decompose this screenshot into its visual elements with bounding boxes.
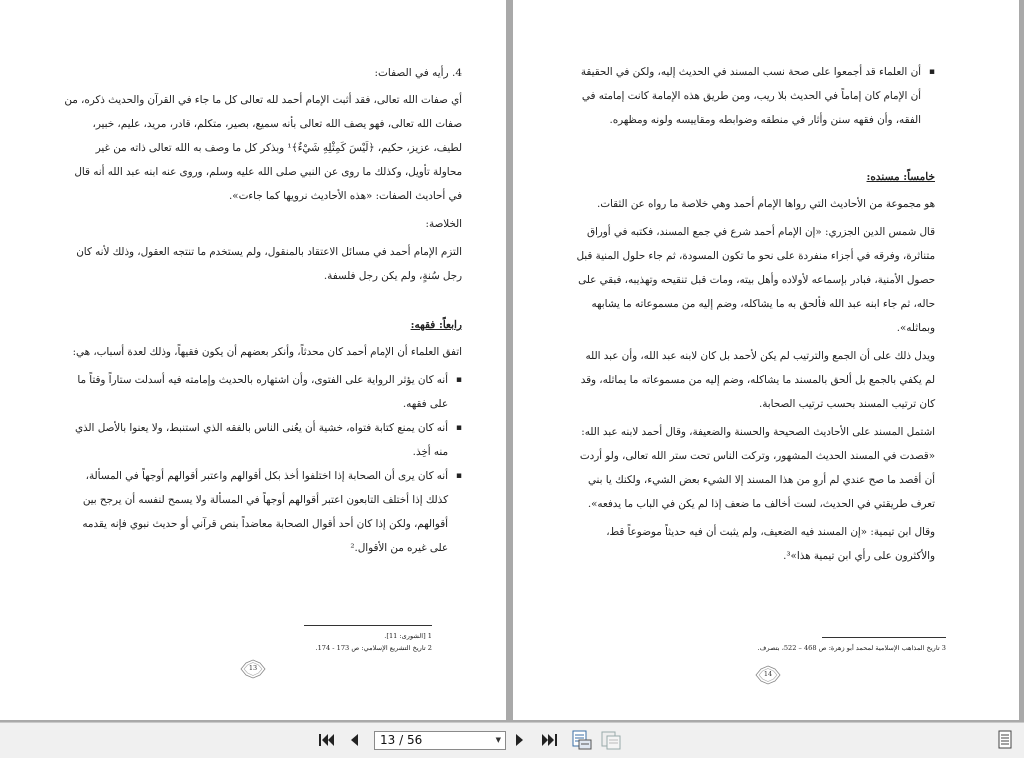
summary-paragraph: التزم الإمام أحمد في مسائل الاعتقاد بالمنقول، ولم يستخدم ما تنتجه العقول، وذلك لأنه كان رجل سُنةٍ، ولم يكن رجل فلسفة. — [76, 246, 462, 282]
footnote-separator — [304, 625, 432, 626]
page-14 — [513, 0, 1019, 720]
summary-heading: الخلاصة: — [425, 218, 462, 230]
paragraph-5: وقال ابن تيمية: «إن المسند فيه الضعيف، ولم يثبت أن فيه حديثاً موضوعاً قط، والأكثرون على رأي ابن تيمية هذا»³. — [606, 526, 935, 562]
paragraph-4: اشتمل المسند على الأحاديث الصحيحة والحسنة والضعيفة، وقال أحمد لابنه عبد الله: «قصدت في المسند الحديث المشهور، وتركت الناس تحت ستر الله تعالى، ولو أردت أن أقصد ما صح عندي لم أروِ من هذا المسند إلا الشيء بعض الشيء، ولكنك يا بني تعرف طريقتي في الحديث، لست أخالف ما ضعف إذا لم يكن في الباب ما يدفعه». — [579, 426, 935, 510]
first-page-button[interactable] — [318, 732, 336, 748]
intro-list — [575, 60, 935, 132]
page-13 — [0, 0, 506, 720]
chevron-down-icon: ▼ — [495, 736, 501, 744]
footnote-3: 3 تاريخ المذاهب الإسلامية لمحمد أبو زهرة: ص 468 – 522، بتصرف. — [757, 644, 946, 652]
last-page-button[interactable] — [540, 732, 558, 748]
musnad-heading-text: خامساً: مسنده: — [866, 171, 935, 183]
single-page-view-icon — [571, 730, 593, 750]
previous-page-button[interactable] — [348, 732, 360, 748]
single-page-view-button[interactable] — [571, 730, 593, 746]
page-indicator: 13 / 56 — [380, 733, 423, 747]
paragraph-3: ويدل ذلك على أن الجمع والترتيب لم يكن لأحمد بل كان لابنه عبد الله، وأن عبد الله لم يكفي بالجمع بل ألحق بالمسند ما يشاكله، وضم إليه من مسموعاته ما يماثله، وقد كان ترتيب المسند بحسب ترتيب الصحابة. — [580, 350, 935, 410]
navigation-toolbar — [0, 722, 1024, 758]
page-number: 14 — [763, 670, 773, 678]
section-heading-attributes: 4. رأيه في الصفات: — [374, 67, 462, 79]
footnote-1: 1 [الشورى: 11]. — [384, 632, 432, 640]
page-number-ornament — [755, 665, 781, 685]
first-page-icon — [318, 732, 336, 748]
page-number-ornament — [240, 659, 266, 679]
fiqh-heading-text: رابعاً: فقهه: — [410, 319, 462, 331]
list-item: ▪ أنه كان يمنع كتابة فتواه، خشية أن يعُنى الناس بالفقه الذي استنبط، ولا يعنوا بالأصل الذي منه أخِذ. — [64, 416, 462, 464]
next-page-icon — [514, 732, 526, 748]
paragraph-1: هو مجموعة من الأحاديث التي رواها الإمام أحمد وهي خلاصة ما رواه عن الثقات. — [597, 198, 935, 210]
paragraph-fiqh: اتفق العلماء أن الإمام أحمد كان محدثاً، وأنكر بعضهم أن يكون فقيهاً، وذلك لعدة أسباب، هي: — [72, 346, 462, 358]
list-item: ▪ أنه كان يرى أن الصحابة إذا اختلفوا أخذ بكل أقوالهم واعتبر أقوالهم أوجهاً في المسألة، كذلك إذا أختلف التابعون اعتبر أقوالهم أوجهاً في المسألة ولا يسمح لنفسه أن يرجح بين أقوالهم، ولكن إذا كان أحد أقوال الصحابة معاضداً بنص قرآني أو حديث نبوي فإنه يقدمه على غيره من الأقوال.² — [64, 464, 462, 560]
reasons-list — [64, 368, 462, 560]
last-page-icon — [540, 732, 558, 748]
footnote-2: 2 تاريخ التشريع الإسلامي: ص 173 - 174. — [315, 644, 432, 652]
page-number: 13 — [248, 664, 258, 672]
section-heading-musnad — [575, 166, 935, 188]
page-number-select[interactable] — [374, 731, 506, 750]
two-page-view-icon — [600, 730, 622, 750]
menu-button[interactable] — [998, 730, 1012, 746]
next-page-button[interactable] — [514, 732, 526, 748]
menu-icon — [998, 730, 1012, 750]
list-item: ▪ أنه كان يؤثر الرواية على الفتوى، وأن اشتهاره بالحديث وإمامته فيه أسدلت ستاراً وقتاً ما على فقهه. — [64, 368, 462, 416]
list-item: ▪ أن العلماء قد أجمعوا على صحة نسب المسند في الحديث إليه، ولكن في الحقيقة أن الإمام كان إماماً في الحديث بلا ريب، ومن طريق هذه الإمامة كانت إمامته في الفقه، وأن فقهه سنن وأثار في منطقه وضوابطه ومقاييسه ولونه ومظهره. — [575, 60, 935, 132]
section-heading-fiqh — [64, 314, 462, 336]
paragraph-2: قال شمس الدين الجزري: «إن الإمام أحمد شرع في جمع المسند، فكتبه في أوراق متناثرة، وفرقه في أجزاء منفردة على نحو ما تكون المسودة، ثم جاء حلول المنية قبل حصول الأمنية، فبادر بإسماعه لأولاده وأهل بيته، ومات قبل تنقيحه وتهذيبه، فبقي على حاله، ثم جاء ابنه عبد الله فألحق به ما يشاكله، وضم إليه من مسموعاته ما يشابهه وبماثله». — [576, 226, 935, 334]
footnote-separator — [822, 637, 946, 638]
previous-page-icon — [348, 732, 360, 748]
two-page-view-button[interactable] — [600, 730, 622, 746]
paragraph-attributes: أي صفات الله تعالى، فقد أثبت الإمام أحمد لله تعالى كل ما جاء في القرآن والحديث ذكره، من صفات الله تعالى، فهو يصف الله تعالى بأنه سميع، بصير، متكلم، قادر، مريد، عليم، خبير، لطيف، عزيز، حكيم، ﴿لَيْسَ كَمِثْلِهِ شَيْءٌ﴾¹ وبذكر كل ما وصف به الله تعالى ذاته من غير محاولة تأويل، وكذلك ما روى عن النبي صلى الله عليه وسلم، وروى عنه ابنه عبد الله أنه قال في أحاديث الصفات: «هذه الأحاديث نرويها كما جاءت». — [64, 94, 462, 202]
